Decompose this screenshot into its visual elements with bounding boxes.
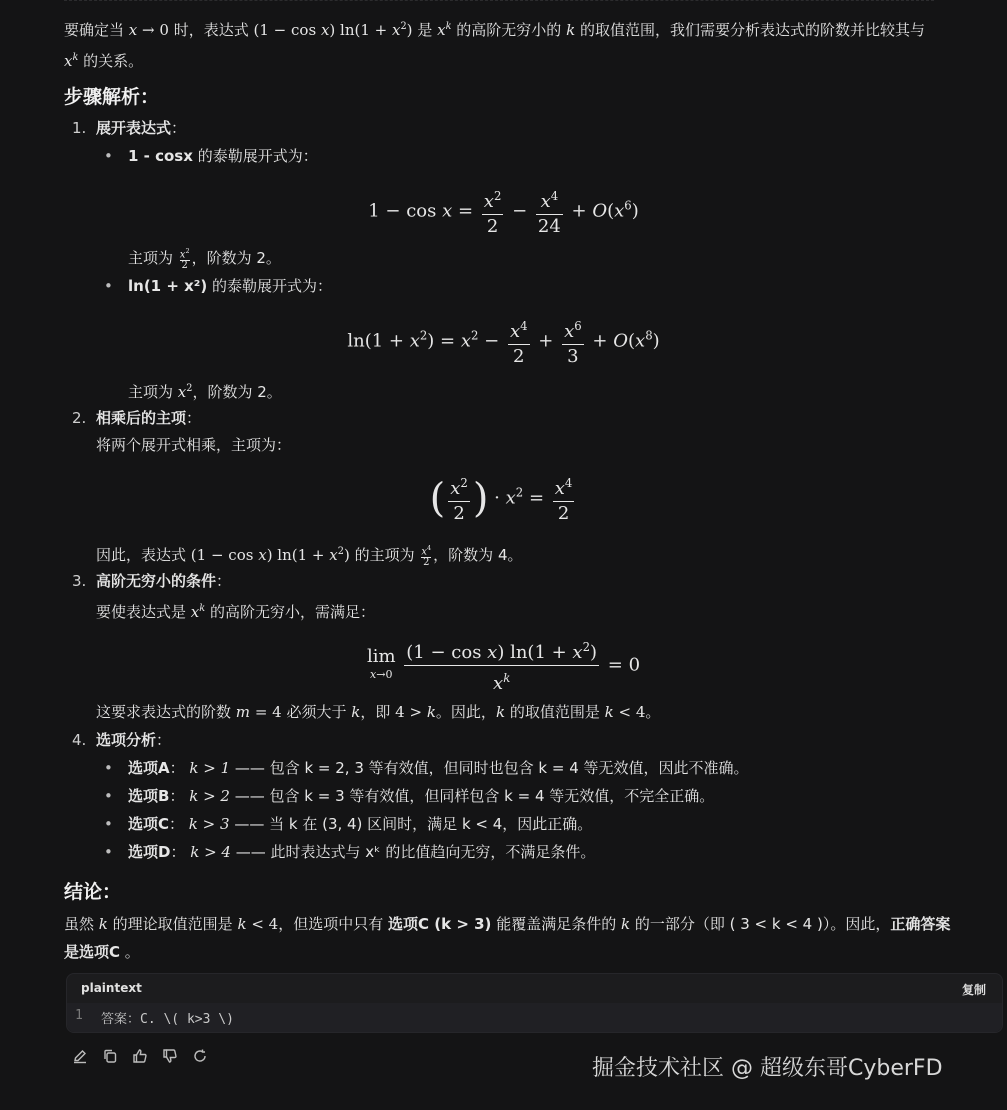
option-a-item: • 选项A： k > 1 —— 包含 k = 2, 3 等有效值，但同时也包含 k = 4 等无效值，因此不准确。 [108,757,749,779]
conclusion-paragraph: 虽然 k 的理论取值范围是 k < 4，但选项中只有 选项C (k > 3) 能覆盖满足条件的 k 的一部分（即 ( 3 < k < 4 )）。因此，正确答案 是选项C 。 [64,915,951,961]
code-line-number: 1 [75,1008,83,1023]
intro-paragraph: 要确定当 x → 0 时，表达式 (1 − cos x) $\ln(1 + x^2)$ 是 $x^k$ 的高阶无穷小的 k 的取值范围，我们需要分析表达式的阶数并比较其与 $x^k$ 的关系。 [64,21,925,70]
section-title-steps: 步骤解析： [64,86,160,108]
regenerate-icon[interactable] [192,1048,208,1064]
equation-ln-expansion: $\ln(1 + x^2) = x^2$ − $\frac{x^4}{2}$ + $\frac{x^6}{3}$ + $O(x^8)$ [0,314,1007,369]
edit-icon[interactable] [72,1048,88,1064]
step-2-line-1: 将两个展开式相乘，主项为： [96,436,292,454]
step-3-line-1: 要使表达式是 $x^k$ 的高阶无穷小，需满足： [96,603,375,621]
option-d-item: • 选项D： k > 4 —— 此时表达式与 xᵏ 的比值趋向无穷，不满足条件。 [108,841,595,863]
copy-code-button[interactable]: 复制 [961,983,986,997]
step-3-heading: 3. 高阶无穷小的条件： [72,572,232,590]
code-line: 答案：C. \( k>3 \) [101,1012,234,1027]
step-1-bullet-cos: • 1 - cosx 的泰勒展开式为： [108,145,318,167]
thumbs-down-icon[interactable] [162,1048,178,1064]
step-1-heading: 1. 展开表达式： [72,119,187,137]
equation-limit: lim x→0 $\frac{(1 - \cos x) \ln(1 + x^2)}{x^k}$ = 0 [0,635,1007,696]
step-1-ln-note: 主项为 $x^2$，阶数为 2。 [128,383,282,401]
watermark: 掘金技术社区 @ 超级东哥CyberFD [592,1056,943,1081]
code-body [67,1003,1002,1032]
code-block [66,973,1003,1033]
step-2-line-2: 因此，表达式 (1 − cos x) $\ln(1 + x^2)$ 的主项为 $\frac{x^4}{2}$ ，阶数为 4。 [96,543,523,569]
option-b-item: • 选项B： k > 2 —— 包含 k = 3 等有效值，但同样包含 k = 4 等无效值，不完全正确。 [108,785,714,807]
option-c-item: • 选项C： k > 3 —— 当 k 在 (3, 4) 区间时，满足 k < 4，因此正确。 [108,813,592,835]
section-title-conclusion: 结论： [64,881,122,903]
step-4-heading: 4. 选项分析： [72,731,172,749]
copy-icon[interactable] [102,1048,118,1064]
top-divider [64,0,934,4]
thumbs-up-icon[interactable] [132,1048,148,1064]
equation-product: ( $\frac{x^2}{2}$ ) · $x^2$ = $\frac{x^4}{2}$ [0,471,1007,526]
step-1-bullet-ln: • ln(1 + x²) 的泰勒展开式为： [108,275,332,297]
step-3-line-2: 这要求表达式的阶数 m = 4 必须大于 k，即 4 > k。因此，k 的取值范围是 k < 4。 [96,703,661,721]
code-language-label: plaintext [81,981,142,995]
equation-cos-expansion: 1 − cos x = $\frac{x^2}{2}$ − $\frac{x^4}{24}$ + $O(x^6)$ [0,184,1007,239]
message-actions [72,1048,208,1064]
step-2-heading: 2. 相乘后的主项： [72,409,202,427]
step-1-cos-note: 主项为 $\frac{x^2}{2}$ ，阶数为 2。 [128,247,281,272]
